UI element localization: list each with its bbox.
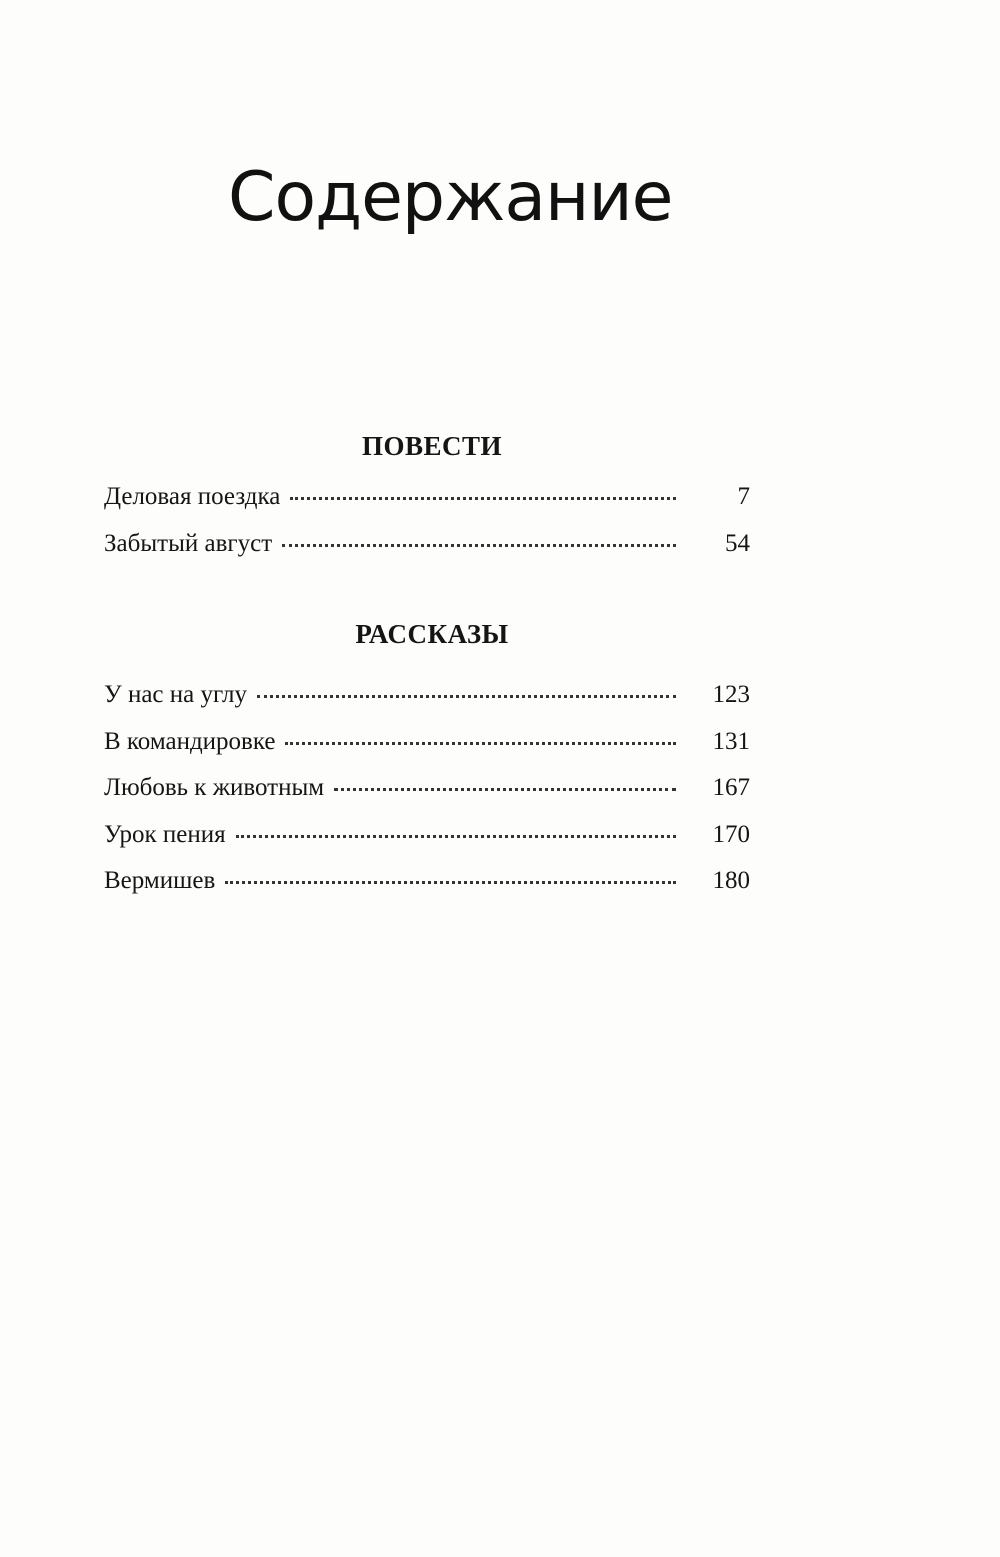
dot-leader (285, 741, 676, 745)
toc-entry-page: 180 (712, 867, 750, 895)
toc-entry-page: 131 (712, 727, 750, 755)
dot-leader (225, 880, 676, 884)
toc-entry-title: Забытый август (104, 529, 273, 557)
toc-entry (104, 765, 750, 812)
toc-entry (104, 719, 750, 766)
toc-entry-page: 167 (712, 774, 750, 802)
section-povesti (104, 428, 750, 567)
toc-entry-page: 54 (725, 529, 750, 557)
toc-entry (104, 858, 750, 905)
toc-list (104, 474, 750, 567)
dot-leader (236, 834, 676, 838)
dot-leader (290, 496, 676, 500)
toc-entry (104, 672, 750, 719)
toc-entry-title: У нас на углу (104, 681, 247, 708)
toc-entry-title: Любовь к животным (104, 774, 325, 802)
toc-entry-title: Урок пения (104, 820, 226, 848)
toc-entry-title: Вермишев (104, 867, 216, 895)
toc-entry-title: Деловая поездка (104, 483, 281, 510)
page-title: Содержание (228, 158, 673, 237)
toc-entry-page: 123 (712, 681, 750, 708)
toc-entry-page: 170 (712, 820, 750, 848)
section-rasskazy (104, 616, 750, 905)
toc-entry-page: 7 (737, 483, 750, 510)
toc-entry (104, 812, 750, 859)
toc-entry (104, 521, 750, 568)
section-heading: ПОВЕСТИ (361, 431, 503, 461)
toc-list (104, 672, 750, 905)
toc-entry-title: В командировке (104, 727, 276, 755)
dot-leader (334, 787, 676, 791)
dot-leader (257, 694, 676, 698)
dot-leader (282, 543, 676, 547)
section-heading: РАССКАЗЫ (355, 619, 509, 649)
toc-entry (104, 474, 750, 521)
